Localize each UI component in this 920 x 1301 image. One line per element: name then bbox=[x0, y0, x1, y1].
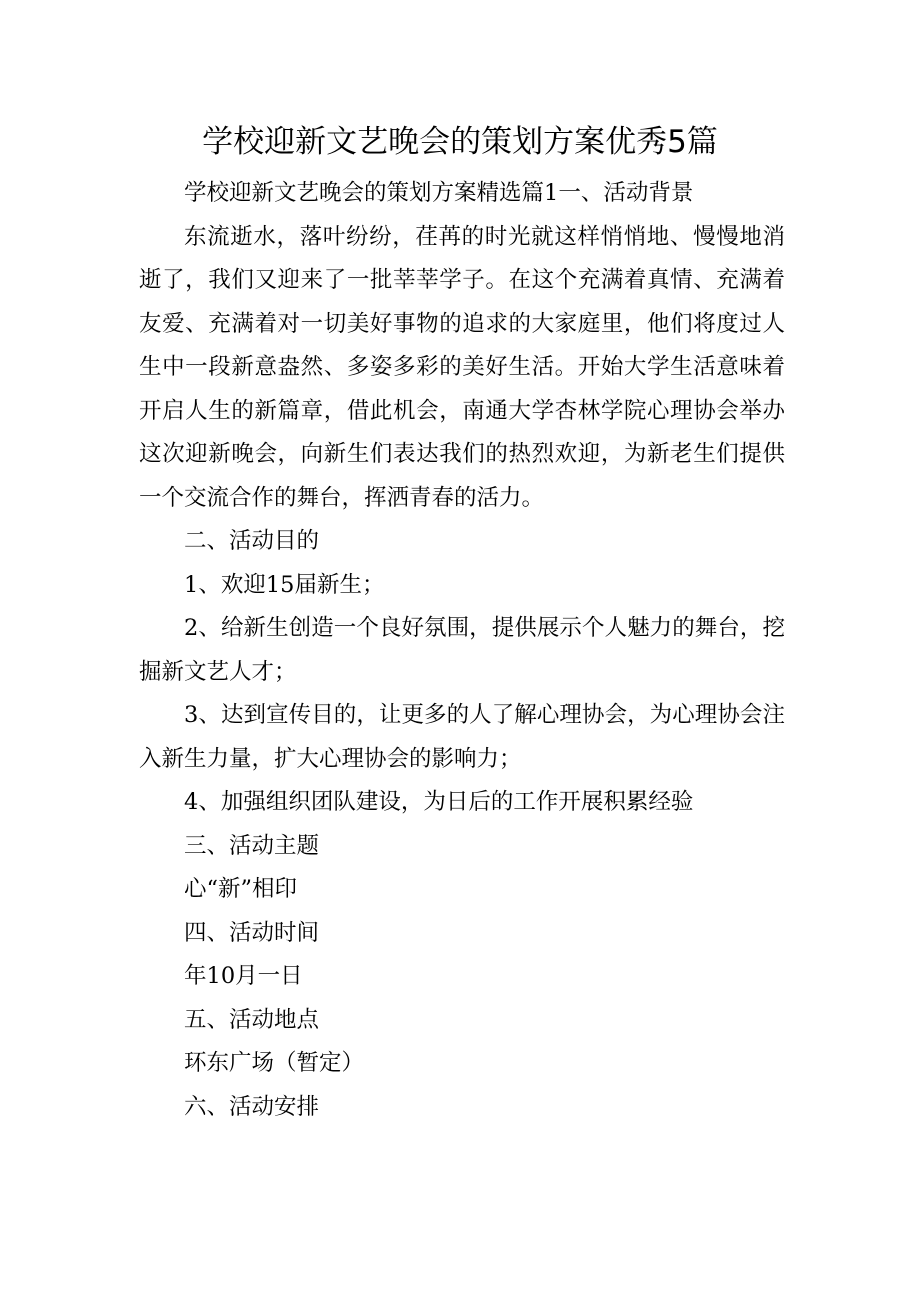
paragraph-background: 东流逝水，落叶纷纷，荏苒的时光就这样悄悄地、慢慢地消逝了，我们又迎来了一批莘莘学子。在这个充满着真情、充满着友爱、充满着对一切美好事物的追求的大家庭里，他们将度过人生中一段新意盎然、多姿多彩的美好生活。开始大学生活意味着开启人生的新篇章，借此机会，南通大学杏林学院心理协会举办这次迎新晚会，向新生们表达我们的热烈欢迎，为新老生们提供一个交流合作的舞台，挥洒青春的活力。 bbox=[139, 223, 785, 511]
heading-theme: 三、活动主题 bbox=[184, 832, 320, 859]
purpose-item-3: 3、达到宣传目的，让更多的人了解心理协会，为心理协会注入新生力量，扩大心理协会的影响力； bbox=[139, 702, 785, 772]
heading-time: 四、活动时间 bbox=[184, 919, 320, 946]
time-text: 年10月一日 bbox=[184, 963, 303, 989]
purpose-item-1: 1、欢迎15届新生； bbox=[184, 571, 385, 598]
purpose-item-4: 4、加强组织团队建设，为日后的工作开展积累经验 bbox=[184, 789, 694, 815]
document-body bbox=[139, 172, 785, 1129]
purpose-item-2: 2、给新生创造一个良好氛围，提供展示个人魅力的舞台，挖掘新文艺人才； bbox=[139, 615, 785, 685]
location-text: 环东广场（暂定） bbox=[184, 1050, 365, 1076]
heading-location: 五、活动地点 bbox=[184, 1006, 320, 1033]
document-title: 学校迎新文艺晚会的策划方案优秀5篇 bbox=[202, 124, 718, 160]
paragraph-intro-heading: 学校迎新文艺晚会的策划方案精选篇1一、活动背景 bbox=[184, 180, 694, 206]
heading-purpose: 二、活动目的 bbox=[184, 528, 320, 554]
theme-text: 心“新”相印 bbox=[184, 876, 298, 902]
heading-arrangement: 六、活动安排 bbox=[184, 1093, 320, 1120]
